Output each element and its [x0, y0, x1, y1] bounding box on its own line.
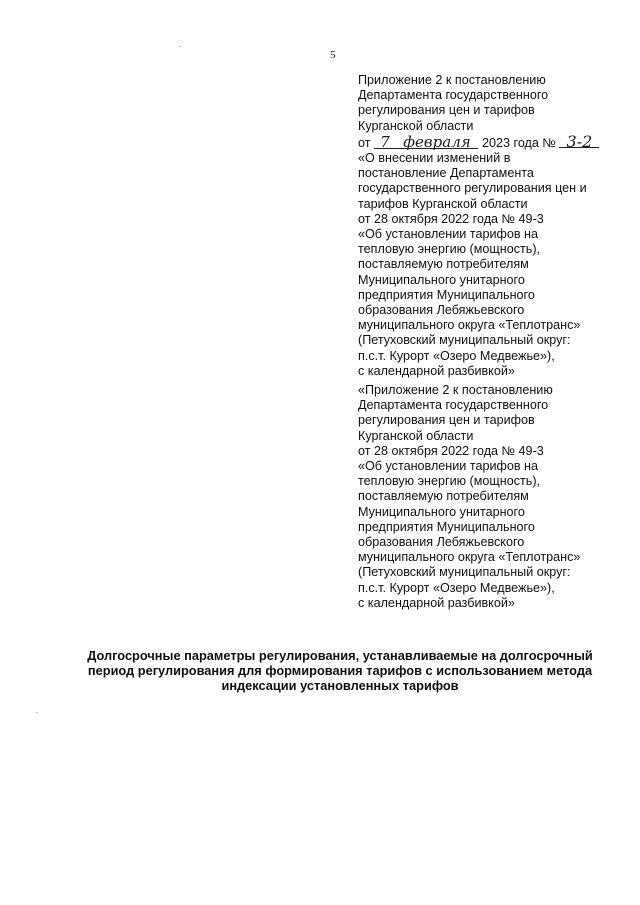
- amendment-description: «О внесении изменений в постановление Департамента государственного регулирования цен и тарифов Курганской области от 28 октября 2022 года № 49-3 «Об установлении тарифов на тепловую энергию (мощность), поставляемую потребителям Муниципального унитарного предприятия Муниципального образования Лебяжьевского муниципального округа «Теплотранс» (Петуховский муниципальный округ: п.с.т. Курорт «Озеро Медвежье»), с календарной разбивкой»: [358, 151, 587, 378]
- handwritten-resolution-number: 3-2: [559, 134, 599, 149]
- document-title: [60, 648, 620, 694]
- annex-header-lines: Приложение 2 к постановлению Департамента государственного регулирования цен и тарифов Курганской области: [358, 73, 549, 133]
- annex-header-amendment: [358, 73, 628, 379]
- title-line-1: Долгосрочные параметры регулирования, устанавливаемые на долгосрочный: [87, 648, 593, 663]
- title-line-2: период регулирования для формирования тарифов с использованием метода: [87, 663, 593, 679]
- year-and-number-label: 2023 года №: [482, 135, 556, 150]
- resolution-date-line: [358, 131, 628, 151]
- handwritten-month: февраля: [396, 135, 478, 150]
- scan-speck: [36, 712, 38, 713]
- handwritten-day: 7: [374, 135, 396, 150]
- date-prefix: от: [358, 135, 371, 150]
- page-number: 5: [330, 49, 336, 61]
- title-line-3: индексации установленных тарифов: [221, 678, 459, 694]
- scan-speck: [179, 46, 181, 47]
- annex-header-original: «Приложение 2 к постановлению Департамента государственного регулирования цен и тарифов Курганской области от 28 октября 2022 года № 49-3 «Об установлении тарифов на тепловую энергию (мощность), поставляемую потребителям Муниципального унитарного предприятия Муниципального образования Лебяжьевского муниципального округа «Теплотранс» (Петуховский муниципальный округ: п.с.т. Курорт «Озеро Медвежье»), с календарной разбивкой»: [358, 383, 581, 610]
